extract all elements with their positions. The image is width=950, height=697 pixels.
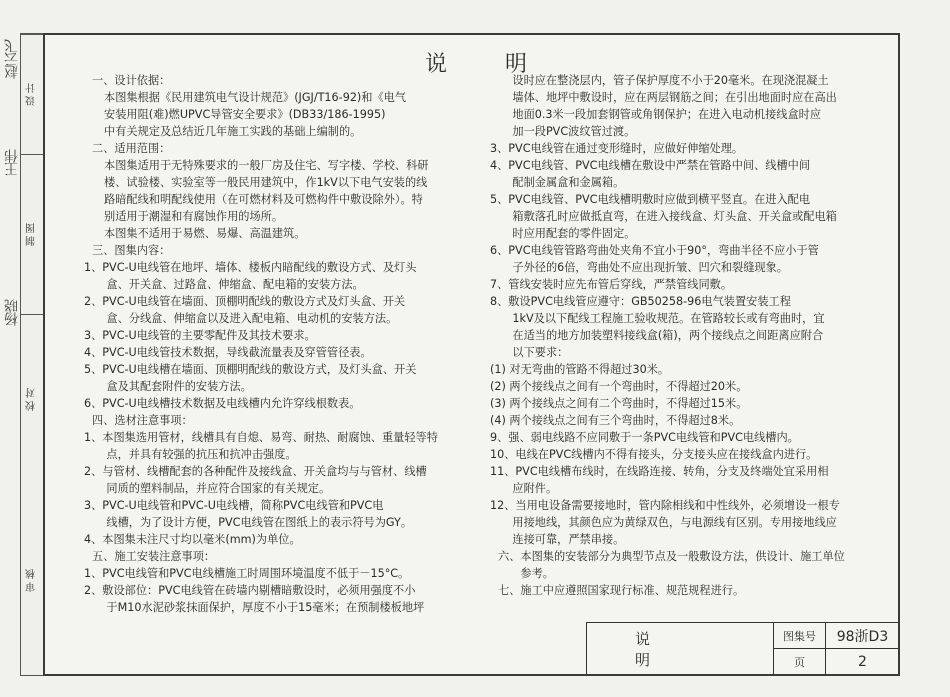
text-line: 5、PVC电线管、PVC电线槽明敷时应做到横平竖直。在进入配电 xyxy=(490,193,811,206)
text-line: 七、施工中应遵照国家现行标准、规范规程进行。 xyxy=(498,584,745,597)
text-line: 盒、开关盒、过路盒、伸缩盒、配电箱的安装方法。 xyxy=(84,278,364,291)
text-line: 6、PVC-U电线槽技术数据及电线槽内允许穿线根数表。 xyxy=(84,397,361,410)
text-line: 7、管线安装时应先布管后穿线，严禁管线同敷。 xyxy=(490,278,733,291)
text-line: 子外径的6倍，弯曲处不应出现折皱、凹穴和裂缝现象。 xyxy=(490,261,788,274)
text-line: 中有关规定及总结近几年施工实践的基础上编制的。 xyxy=(104,125,362,138)
title-block-name: 说 明 xyxy=(587,623,774,675)
text-line: 地面0.3米一段加套钢管或角钢保护；在进入电动机接线盒时应 xyxy=(490,108,822,121)
atlas-label: 图集号 xyxy=(774,623,826,649)
text-line: 3、PVC-U电线管的主要零配件及其技术要求。 xyxy=(84,329,316,342)
text-line: 4、本图集未注尺寸均以毫米(mm)为单位。 xyxy=(84,533,301,546)
text-line: 五、施工安装注意事项： xyxy=(92,550,216,563)
side-label-drafting: 制 图 xyxy=(21,154,43,314)
text-line: 1、PVC-U电线管在地坪、墙体、楼板内暗配线的敷设方式、及灯头 xyxy=(84,261,417,274)
text-line: 同质的塑料制品，并应符合国家的有关规定。 xyxy=(84,482,331,495)
text-line: 3、PVC电线管在通过变形缝时，应做好伸缩处理。 xyxy=(490,142,744,155)
atlas-value: 98浙D3 xyxy=(826,623,899,649)
text-line: 安装用阻(难)燃UPVC导管安全要求》(DB33/186-1995) xyxy=(104,108,386,121)
side-label-design: 设 计 xyxy=(21,34,43,154)
title-block xyxy=(586,622,898,674)
text-line: 9、强、弱电线路不应同敷于一条PVC电线管和PVC电线槽内。 xyxy=(490,431,799,444)
signature-3: 杨晓 xyxy=(4,300,20,326)
text-line: 应附件。 xyxy=(490,482,558,495)
text-line: 楼、试验楼、实验室等一般民用建筑中，作1kV以下电气安装的线 xyxy=(104,176,428,189)
text-line: 箱敷落孔时应做抵直弯，在进入接线盒、灯头盒、开关盒或配电箱 xyxy=(490,210,837,223)
text-line: 2、与管材、线槽配套的各种配件及接线盒、开关盒均与与管材、线槽 xyxy=(84,465,427,478)
text-line: 4、PVC电线管、PVC电线槽在敷设中严禁在管路中间、线槽中间 xyxy=(490,159,811,172)
text-line: 本图集不适用于易燃、易爆、高温建筑。 xyxy=(104,227,306,240)
text-line: (4) 两个接线点之间有三个弯曲时，不得超过8米。 xyxy=(490,414,741,427)
text-line: 线槽，为了设计方便，PVC电线管在图纸上的表示符号为GY。 xyxy=(84,516,413,529)
text-line: 一、设计依据： xyxy=(92,74,171,87)
right-column xyxy=(490,72,845,599)
page-label: 页 xyxy=(774,649,826,675)
text-line: 10、电线在PVC线槽内不得有接头，分支接头应在接线盒内进行。 xyxy=(490,448,818,461)
text-line: 2、敷设部位：PVC电线管在砖墙内剔槽暗敷设时，必须用强度不小 xyxy=(84,584,416,597)
text-line: 在适当的地方加装塑料接线盒(箱)，两个接线点之间距离应附合 xyxy=(490,329,824,342)
text-line: 加一段PVC波纹管过渡。 xyxy=(490,125,636,138)
text-line: 1kV及以下配线工程施工验收规范。在管路较长或有弯曲时，宜 xyxy=(490,312,825,325)
text-line: 1、PVC电线管和PVC电线槽施工时周围环境温度不低于－15°C。 xyxy=(84,567,410,580)
side-approval-strip xyxy=(20,33,43,676)
page-title: 说 明 xyxy=(425,52,546,77)
text-line: 8、敷设PVC电线管应遵守：GB50258-96电气装置安装工程 xyxy=(490,295,791,308)
side-label-check: 校 对 xyxy=(21,314,43,484)
left-column xyxy=(84,72,438,616)
text-line: 11、PVC电线槽布线时，在线路连接、转角，分支及终端处宜采用相 xyxy=(490,465,829,478)
side-label-review: 审 核 xyxy=(26,568,38,593)
text-line: (3) 两个接线点之间有二个弯曲时，不得超过15米。 xyxy=(490,397,748,410)
text-line: 二、适用范围： xyxy=(92,142,171,155)
text-line: 三、图集内容： xyxy=(92,244,171,257)
text-line: 2、PVC-U电线管在墙面、顶棚明配线的敷设方式及灯头盒、开关 xyxy=(84,295,406,308)
text-line: 连接可靠，严禁串接。 xyxy=(490,533,625,546)
text-line: 以下要求： xyxy=(490,346,569,359)
text-line: 六、本图集的安装部分为典型节点及一般敷设方法，供设计、施工单位 xyxy=(498,550,845,563)
text-line: 于M10水泥砂浆抹面保护，厚度不小于15毫米；在预制楼板地坪 xyxy=(84,601,425,614)
text-line: 设时应在整浇层内，管子保护厚度不小于20毫米。在现浇混凝土 xyxy=(490,74,829,87)
text-line: 用接地线，其颜色应为黄绿双色，与电源线有区别。专用接地线应 xyxy=(490,516,837,529)
text-line: 3、PVC-U电线管和PVC-U电线槽，简称PVC电线管和PVC电 xyxy=(84,499,384,512)
text-line: 本图集根据《民用建筑电气设计规范》(JGJ/T16-92)和《电气 xyxy=(104,91,407,104)
signature-1: 赵云飞 xyxy=(4,40,20,79)
text-line: 4、PVC-U电线管技术数据，导线截流量表及穿管管径表。 xyxy=(84,346,372,359)
text-line: (1) 对无弯曲的管路不得超过30米。 xyxy=(490,363,670,376)
text-line: 时应用配套的零件固定。 xyxy=(490,227,636,240)
text-line: 盒及其配套附件的安装方法。 xyxy=(84,380,252,393)
text-line: 别适用于潮湿和有腐蚀作用的场所。 xyxy=(104,210,284,223)
text-line: 6、PVC电线管管路弯曲处夹角不宜小于90°，弯曲半径不应小于管 xyxy=(490,244,819,257)
text-line: 盒、分线盒、伸缩盒以及进入配电箱、电动机的安装方法。 xyxy=(84,312,398,325)
text-line: 配制金属盒和金属箱。 xyxy=(490,176,625,189)
text-line: 本图集适用于无特殊要求的一般厂房及住宅、写字楼、学校、科研 xyxy=(104,159,429,172)
text-line: 墙体、地坪中敷设时，应在两层钢筋之间；在引出地面时应在高出 xyxy=(490,91,837,104)
signature-2: 王伟 xyxy=(4,150,20,176)
text-line: 参考。 xyxy=(498,567,554,580)
text-line: 12、当用电设备需要接地时，管内除相线和中性线外，必须增设一根专 xyxy=(490,499,840,512)
text-line: 四、选材注意事项： xyxy=(92,414,193,427)
text-line: 5、PVC-U电线槽在墙面、顶棚明配线的敷设方式，及灯头盒、开关 xyxy=(84,363,417,376)
text-line: 点，并具有较强的抗压和抗冲击强度。 xyxy=(84,448,297,461)
text-line: (2) 两个接线点之间有一个弯曲时，不得超过20米。 xyxy=(490,380,748,393)
text-line: 路暗配线和明配线使用（在可燃材料及可燃构件中敷设除外）。特 xyxy=(104,193,423,206)
page-value: 2 xyxy=(858,654,867,670)
text-line: 1、本图集选用管材，线槽具有自熄、易弯、耐热、耐腐蚀、重量轻等特 xyxy=(84,431,438,444)
